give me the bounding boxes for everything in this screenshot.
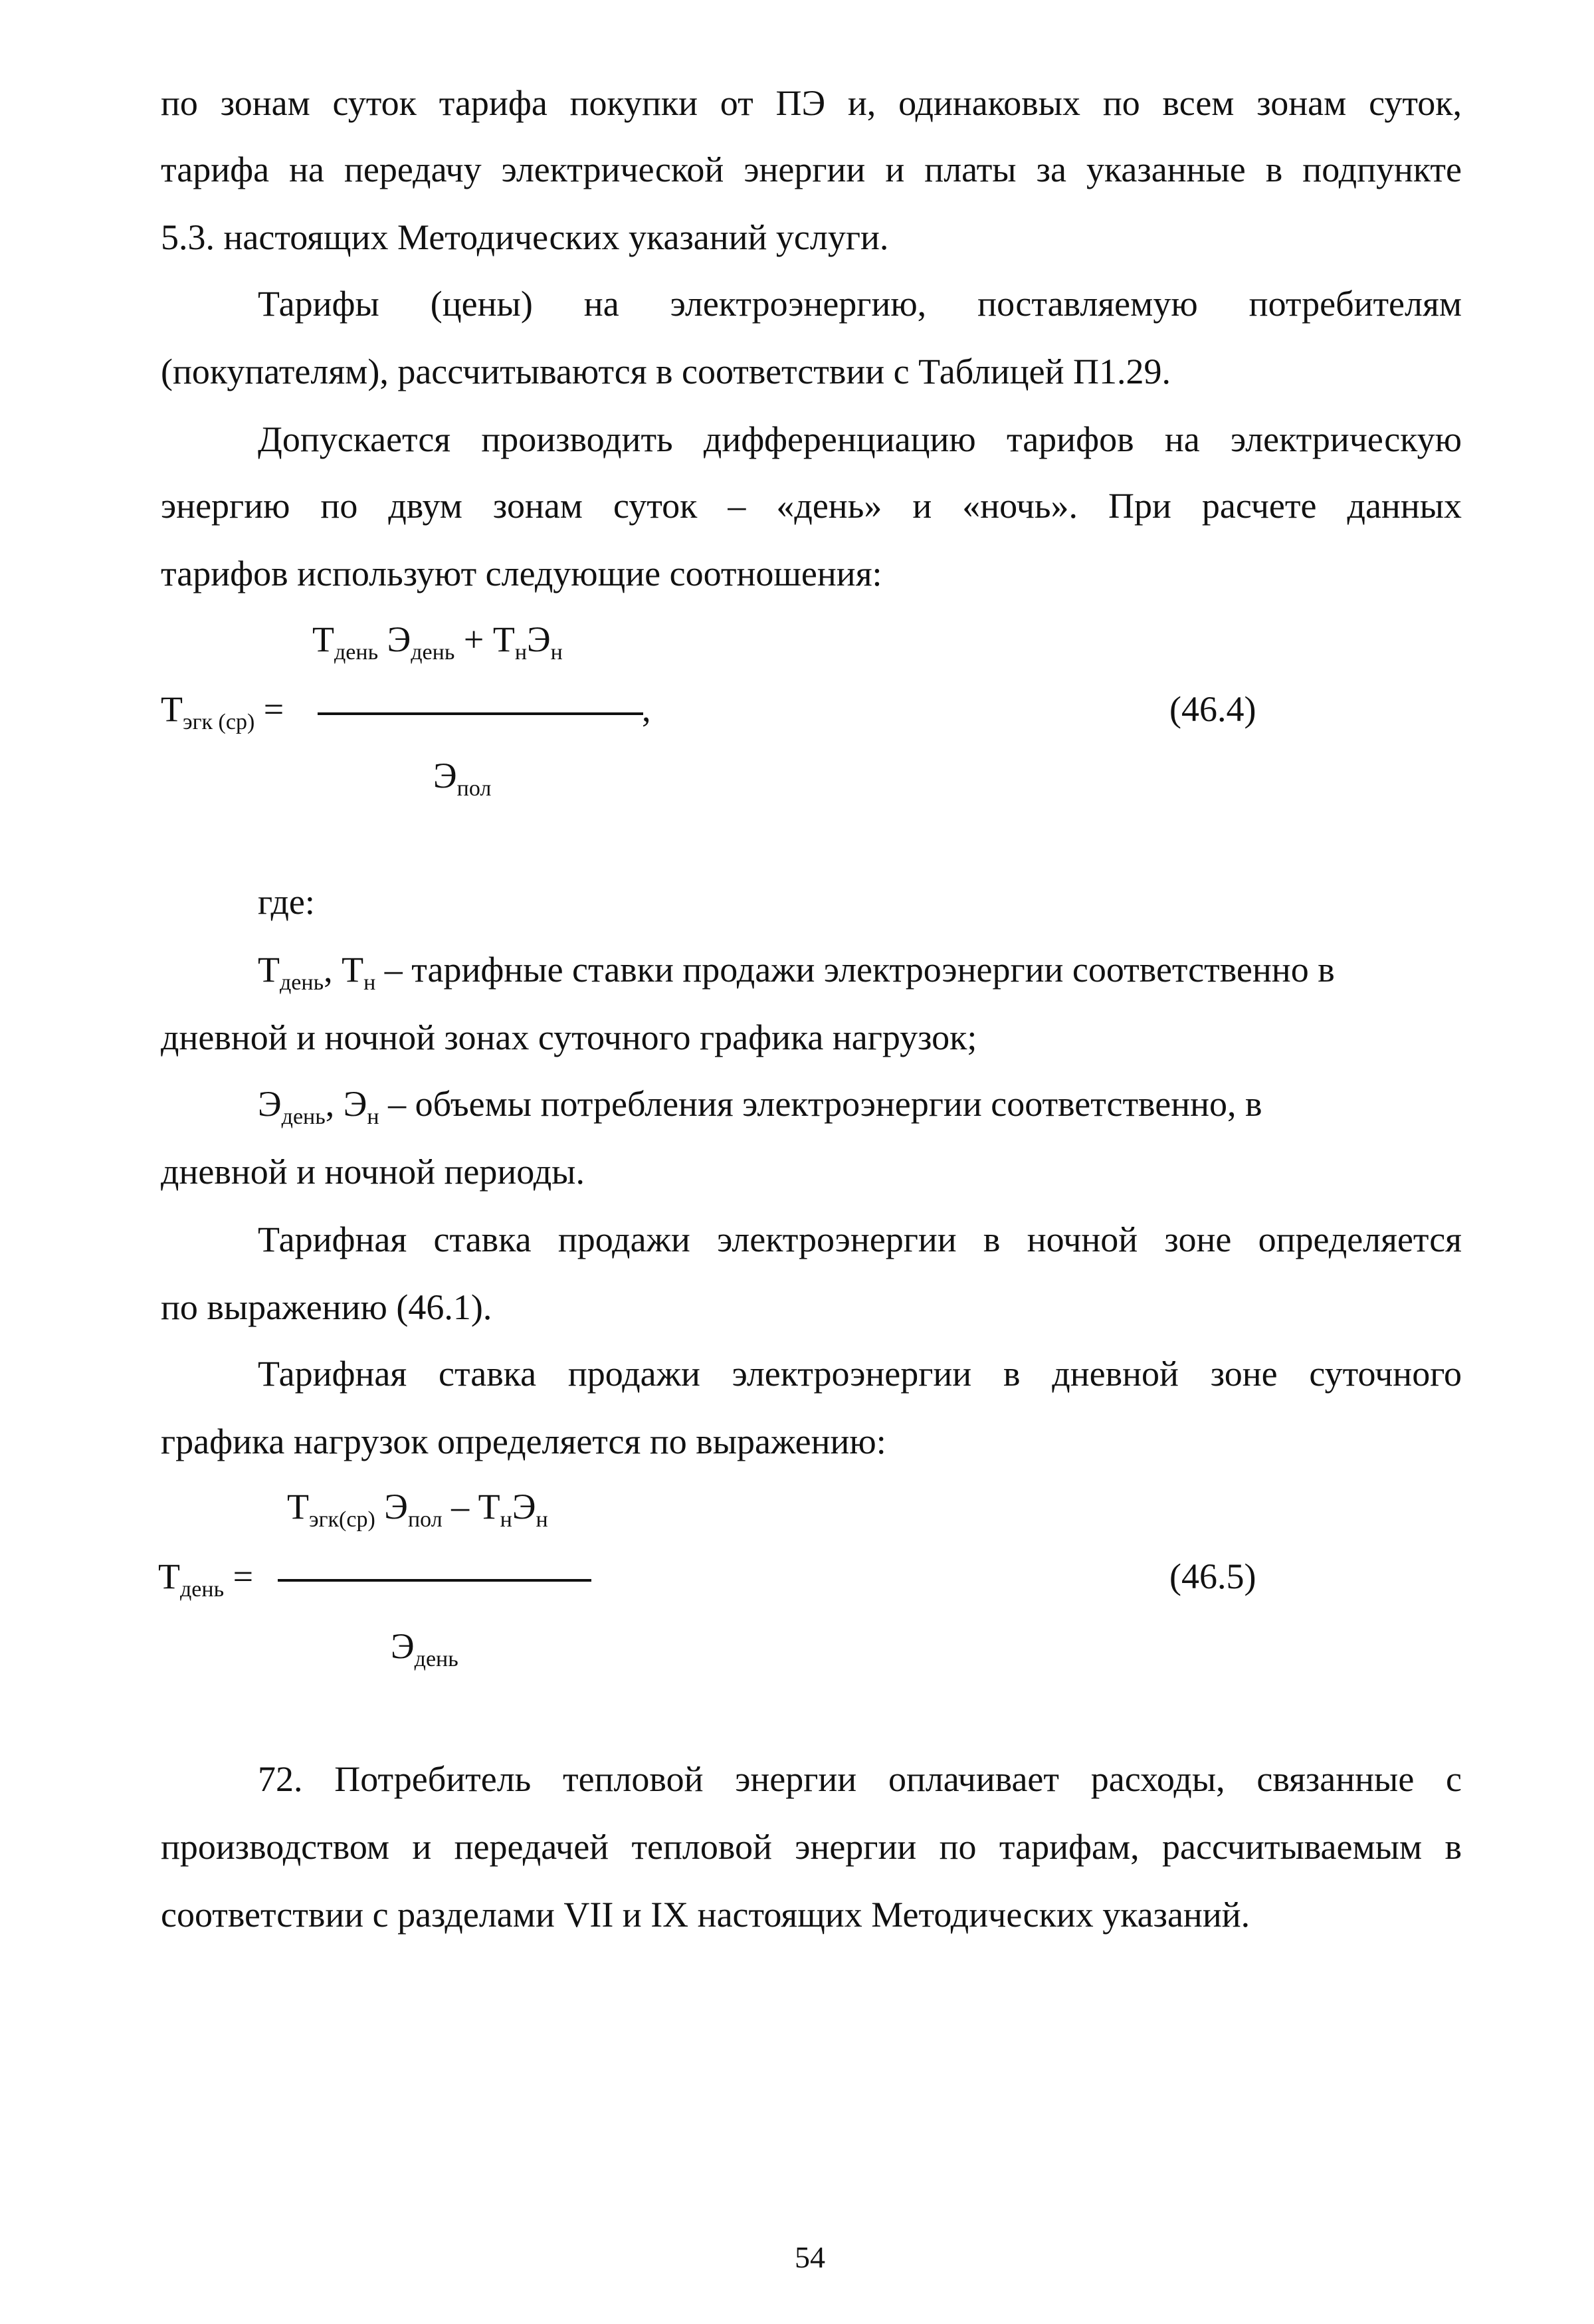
p2-line1: Тарифы (цены) на электроэнергию, поставляемую потребителям <box>258 284 1462 324</box>
p3-line1: Допускается производить дифференциацию тарифов на электрическую <box>258 419 1462 459</box>
formula-46-5-fraction-bar <box>278 1579 591 1582</box>
formula-46-5-denominator: $Э_{день}$ <box>391 1626 458 1671</box>
p4-line2: по выражению (46.1). <box>161 1287 492 1327</box>
p6-line2: производством и передачей тепловой энергии по тарифам, рассчитываемым в <box>161 1827 1462 1867</box>
def1-line1: $Т_{день}$, $Т_н$ – тарифные ставки продажи электроэнергии соответственно в <box>258 950 1335 995</box>
equation-number-46-5: (46.5) <box>1169 1556 1256 1596</box>
def2-line1: $Э_{день}$, $Э_н$ – объемы потребления электроэнергии соответственно, в <box>258 1084 1262 1129</box>
formula-46-4-numerator: $Т_{день}$ $Э_{день} + Т_нЭ_н$ <box>312 619 563 665</box>
p3-line3: тарифов используют следующие соотношения: <box>161 554 882 593</box>
p1-line3: 5.3. настоящих Методических указаний услуги. <box>161 217 889 257</box>
p2-line2: (покупателям), рассчитываются в соответствии с Таблицей П1.29. <box>161 352 1171 391</box>
formula-46-5-numerator: $Т_{эгк(ср)}$ $Э_{пол} - Т_нЭ_н$ <box>287 1487 548 1532</box>
def1-line2: дневной и ночной зонах суточного графика нагрузок; <box>161 1017 977 1057</box>
p3-line2: энергию по двум зонам суток – «день» и «ночь». При расчете данных <box>161 486 1462 526</box>
formula-46-4-fraction-bar <box>318 712 643 715</box>
equation-number-46-4: (46.4) <box>1169 689 1256 729</box>
page-number: 54 <box>795 2240 825 2274</box>
p5-line2: графика нагрузок определяется по выражению: <box>161 1422 886 1461</box>
p1-line2: тарифа на передачу электрической энергии и платы за указанные в подпункте <box>161 150 1462 189</box>
where-label: где: <box>258 882 315 922</box>
p6-line1: 72. Потребитель тепловой энергии оплачивает расходы, связанные с <box>258 1759 1462 1799</box>
formula-46-4-lhs: $Т_{эгк (ср)}$ = <box>161 689 284 734</box>
def2-line2: дневной и ночной периоды. <box>161 1152 585 1192</box>
formula-46-4-denominator: $Э_{пол}$ <box>433 756 492 801</box>
p1-line1: по зонам суток тарифа покупки от ПЭ и, одинаковых по всем зонам суток, <box>161 83 1462 123</box>
p6-line3: соответствии с разделами VII и IX настоящих Методических указаний. <box>161 1895 1250 1935</box>
formula-46-4-comma: , <box>642 689 651 729</box>
p5-line1: Тарифная ставка продажи электроэнергии в дневной зоне суточного <box>258 1354 1462 1394</box>
formula-46-5-lhs: $Т_{день}$ = <box>158 1556 254 1602</box>
p4-line1: Тарифная ставка продажи электроэнергии в ночной зоне определяется <box>258 1219 1462 1259</box>
